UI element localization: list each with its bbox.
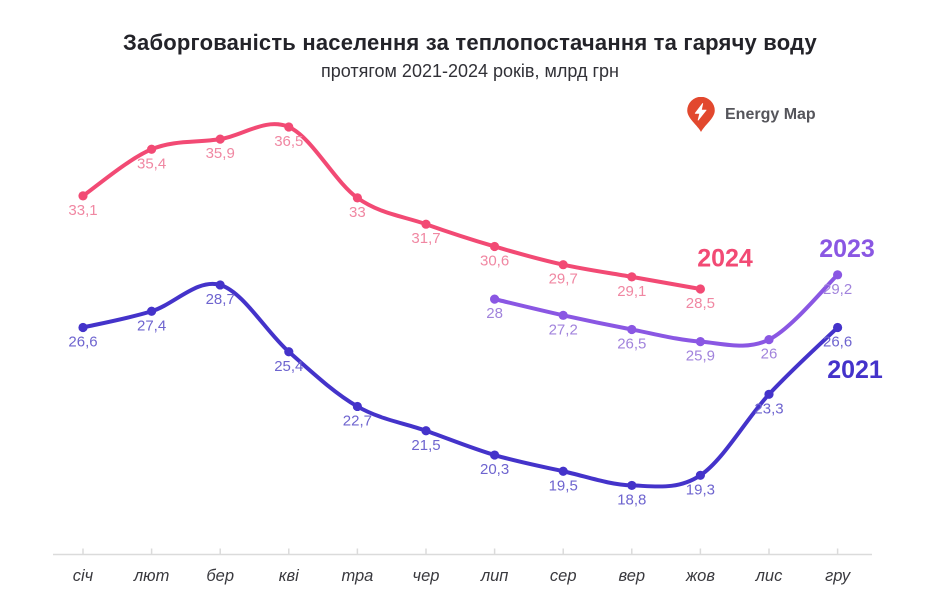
data-point [627, 325, 636, 334]
series-label-2024: 2024 [697, 244, 753, 273]
data-label: 26,5 [617, 335, 647, 353]
data-label: 36,5 [274, 133, 304, 150]
data-point [353, 193, 362, 202]
data-label: 28,7 [205, 290, 235, 308]
data-point [833, 270, 842, 279]
data-label: 25,4 [274, 357, 304, 375]
x-axis-label: вер [618, 567, 646, 585]
data-point [627, 481, 636, 490]
series-line-2021 [83, 284, 838, 487]
chart-title: Заборгованість населення за теплопостачання та гарячу воду [123, 30, 817, 55]
data-label: 33,1 [68, 201, 98, 219]
data-point [490, 295, 499, 304]
data-label: 26 [760, 345, 778, 363]
series-line-2023 [495, 275, 838, 346]
data-label: 19,3 [685, 481, 716, 499]
series-label-2023: 2023 [819, 235, 875, 263]
x-axis-label: січ [72, 567, 94, 585]
data-point [559, 260, 568, 269]
data-label: 27,4 [136, 317, 167, 335]
data-point [216, 135, 225, 144]
data-point [490, 450, 499, 459]
data-point [284, 347, 293, 356]
data-label: 33 [349, 203, 366, 221]
data-label: 29,7 [548, 270, 578, 288]
data-label: 18,8 [617, 491, 647, 509]
data-label: 29,1 [617, 282, 647, 300]
series-label-2021: 2021 [827, 356, 883, 384]
brand-name: Energy Map [725, 106, 816, 123]
data-label: 25,9 [685, 347, 716, 365]
x-axis-label: чер [412, 567, 440, 585]
data-point [490, 242, 499, 251]
data-label: 29,2 [822, 280, 853, 298]
data-label: 28,5 [685, 295, 716, 312]
data-label: 26,6 [822, 333, 853, 351]
data-point [216, 280, 225, 289]
x-axis-label: лют [133, 567, 170, 585]
data-point [696, 284, 705, 293]
x-axis-label: жов [685, 567, 715, 585]
data-point [696, 337, 705, 346]
data-point [421, 426, 430, 435]
data-point [833, 323, 842, 332]
data-label: 35,9 [205, 145, 235, 163]
data-point [764, 390, 773, 399]
data-point [421, 220, 430, 229]
data-point [353, 402, 362, 411]
data-label: 35,4 [136, 155, 167, 173]
data-point [78, 191, 87, 200]
data-point [147, 307, 156, 316]
data-label: 28 [486, 305, 503, 323]
x-axis-label: сер [549, 567, 577, 585]
data-label: 26,6 [68, 333, 98, 351]
chart-subtitle: протягом 2021-2024 років, млрд грн [321, 61, 619, 81]
data-label: 30,6 [479, 252, 510, 270]
data-label: 31,7 [411, 230, 441, 248]
data-point [764, 335, 773, 344]
data-point [284, 122, 293, 131]
data-label: 22,7 [342, 412, 373, 430]
data-label: 20,3 [479, 461, 510, 479]
x-axis-label: тра [341, 567, 374, 585]
x-axis-label: лип [480, 567, 509, 585]
data-label: 19,5 [548, 477, 578, 495]
x-axis-label: гру [825, 567, 851, 585]
x-axis-label: бер [206, 567, 235, 585]
data-point [78, 323, 87, 332]
series-line-2024 [83, 124, 700, 289]
data-point [559, 311, 568, 320]
x-axis-label: кві [278, 567, 299, 585]
data-label: 23,3 [754, 400, 784, 418]
x-axis-label: лис [755, 567, 783, 585]
data-point [559, 467, 568, 476]
data-label: 27,2 [548, 321, 578, 339]
data-point [147, 145, 156, 154]
data-label: 21,5 [411, 436, 441, 454]
data-point [627, 272, 636, 281]
data-point [696, 471, 705, 480]
